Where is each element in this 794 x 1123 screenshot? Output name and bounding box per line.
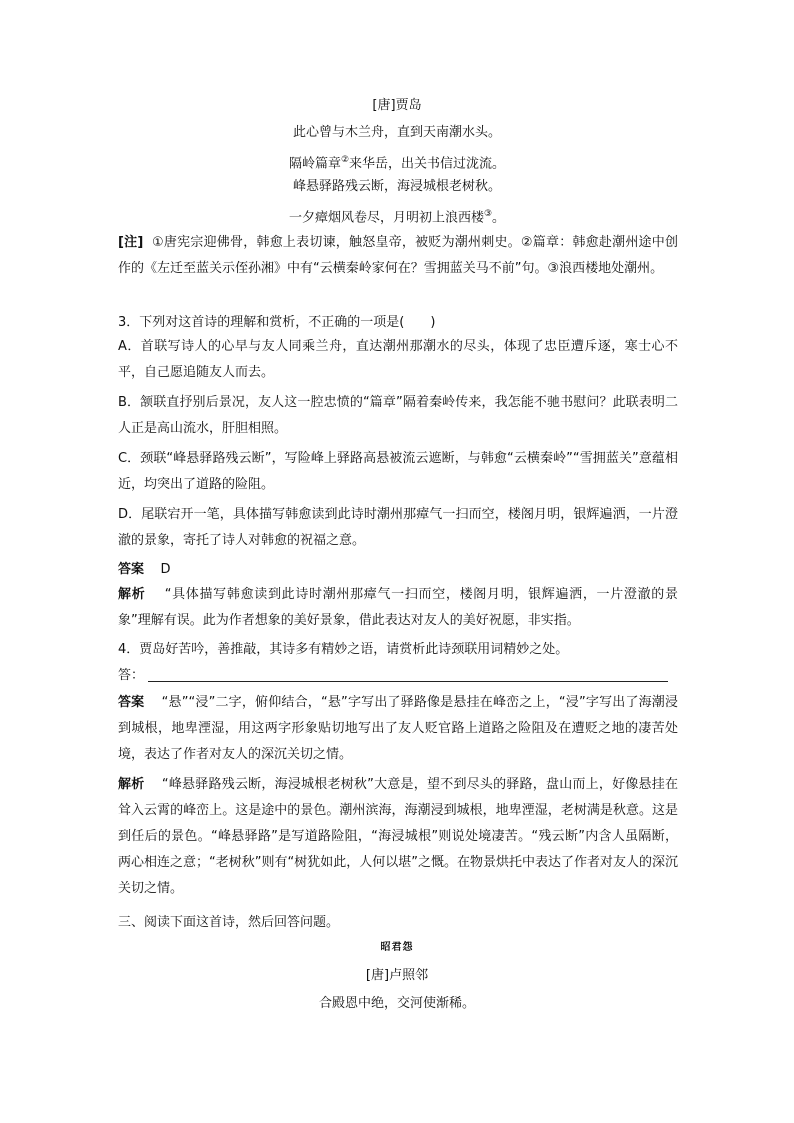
poem2-line-1: 合殿恩中绝，交河使渐稀。 xyxy=(318,996,475,1011)
q3-option-d: D．尾联宕开一笔，具体描写韩愈读到此诗时潮州那瘴气一扫而空，楼阁月明，银辉遍洒，一片澄澈的景象，寄托了诗人对韩愈的祝福之意。 xyxy=(118,507,678,548)
q4-stem: 4．贾岛好苦吟，善推敲，其诗多有精妙之语，请赏析此诗颈联用词精妙之处。 xyxy=(118,642,569,657)
q3-option-b: B．颔联直抒别后景况，友人这一腔忠愤的“篇章”隔着秦岭传来，我怎能不驰书慰问？此联表明二人正是高山流水，肝胆相照。 xyxy=(118,395,678,436)
q4-analysis: 解析 “峰悬驿路残云断，海浸城根老树秋”大意是，望不到尽头的驿路，盘山而上，好像悬挂在耸入云霄的峰峦上。这是途中的景色。潮州滨海，海潮浸到城根，地卑湮湿，老树满是秋意。这是到任后的景色。“峰悬驿路”是写道路险阻，“海浸城根”则说处境凄苦。“残云断”内含人虽隔断，两心相连之意；“老树秋”则有“树犹如此，人何以堪”之慨。在物景烘托中表达了作者对友人的深沉关切之情。 xyxy=(118,777,678,896)
q3-stem: 3．下列对这首诗的理解和赏析，不正确的一项是( ) xyxy=(118,315,436,330)
poem2-author: [唐]卢照邻 xyxy=(365,968,429,983)
poem1-line-1: 此心曾与木兰舟，直到天南潮水头。 xyxy=(292,125,501,140)
poem1-line-3: 峰悬驿路残云断，海浸城根老树秋。 xyxy=(292,179,501,194)
q4-answer-line[interactable]: 答： xyxy=(118,666,678,686)
q3-answer: 答案 D xyxy=(118,562,171,577)
poem2-title: 昭君怨 xyxy=(380,942,414,953)
poem1-line-2: 隔岭篇章②来华岳，出关书信过泷流。 xyxy=(288,155,506,172)
answer-blank-line[interactable] xyxy=(148,669,668,682)
poem1-line-4: 一夕瘴烟风卷尽，月明初上浪西楼③。 xyxy=(288,209,506,226)
q3-option-a: A．首联写诗人的心早与友人同乘兰舟，直达潮州那潮水的尽头，体现了忠臣遭斥逐，寒士心不平，自己愿追随友人而去。 xyxy=(118,339,678,380)
poem1-author: [唐]贾岛 xyxy=(372,98,422,113)
q4-answer: 答案 “悬”“浸”二字，俯仰结合，“悬”字写出了驿路像是悬挂在峰峦之上，“浸”字写出了海潮浸到城根，地卑湮湿，用这两字形象贴切地写出了友人贬官路上道路之险阻及在遭贬之地的凄苦处境，表达了作者对友人的深沉关切之情。 xyxy=(118,695,678,762)
q3-option-c: C．颈联“峰悬驿路残云断”，写险峰上驿路高悬被流云遮断，与韩愈“云横秦岭”“雪拥蓝关”意蕴相近，均突出了道路的险阻。 xyxy=(118,451,678,492)
poem1-note: [注] ①唐宪宗迎佛骨，韩愈上表切谏，触怒皇帝，被贬为潮州刺史。②篇章：韩愈赴潮州途中创作的《左迁至蓝关示侄孙湘》中有“云横秦岭家何在？雪拥蓝关马不前”句。③浪西楼地处潮州。 xyxy=(118,235,679,276)
section3-heading: 三、阅读下面这首诗，然后回答问题。 xyxy=(118,915,340,930)
q3-analysis: 解析 “具体描写韩愈读到此诗时潮州那瘴气一扫而空，楼阁月明，银辉遍洒，一片澄澈的景象”理解有误。此为作者想象的美好景象，借此表达对友人的美好祝愿，非实指。 xyxy=(118,587,678,628)
